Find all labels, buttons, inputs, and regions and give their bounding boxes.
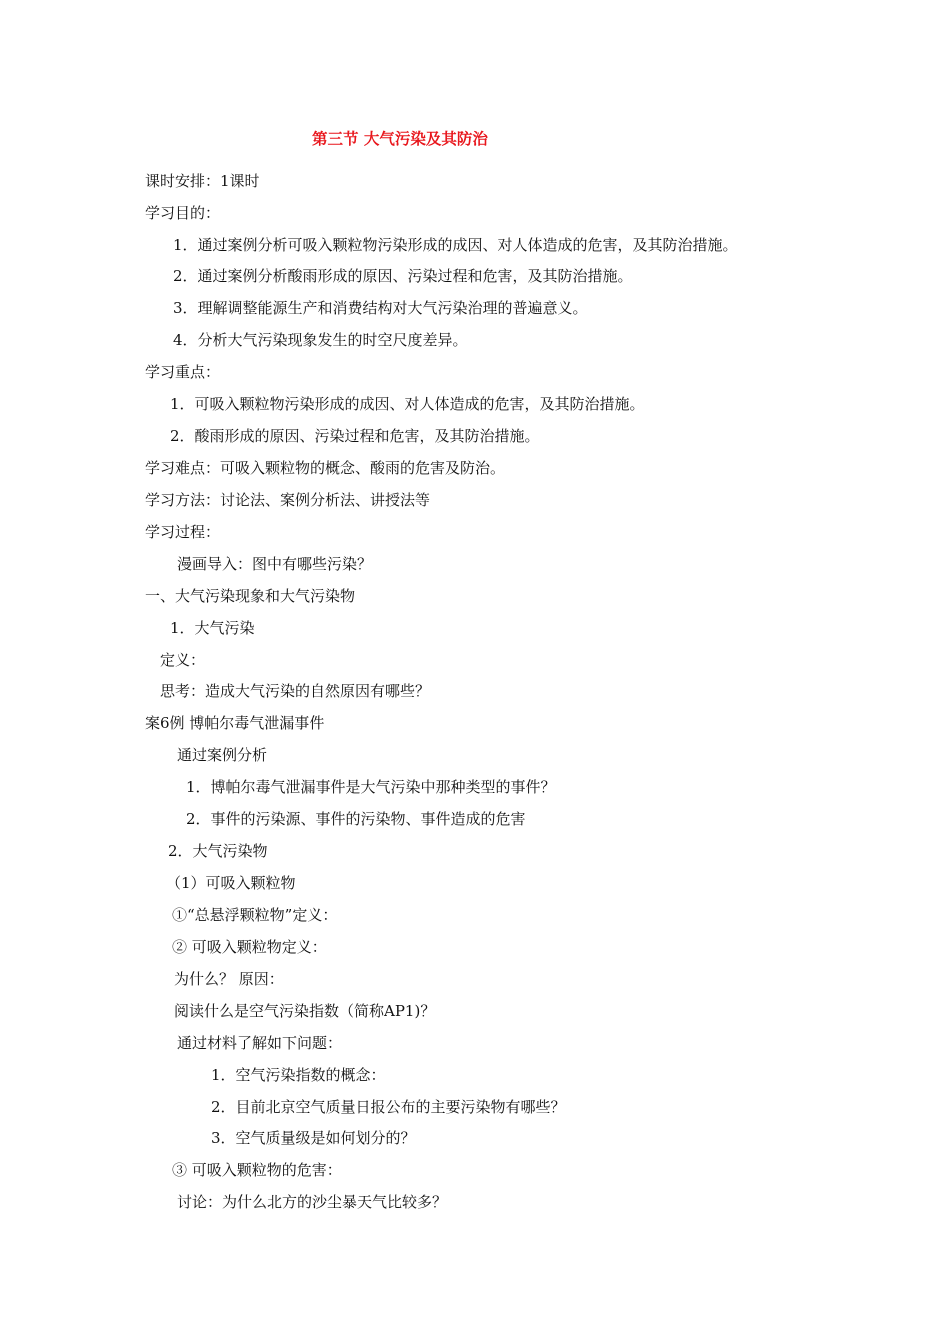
text-line: ①“总悬浮颗粒物”定义： [172,906,338,924]
text-line: 1．可吸入颗粒物污染形成的成因、对人体造成的危害，及其防治措施。 [170,395,645,413]
text-line: 学习重点： [145,363,221,381]
text-line: 1．博帕尔毒气泄漏事件是大气污染中那种类型的事件？ [186,778,556,796]
text-line: 3．空气质量级是如何划分的？ [211,1129,416,1147]
text-line: 定义： [160,651,206,669]
text-line: 4．分析大气污染现象发生的时空尺度差异。 [173,331,468,349]
text-line: 学习过程： [145,523,221,541]
text-line: 学习目的： [145,204,221,222]
text-line: 1．通过案例分析可吸入颗粒物污染形成的成因、对人体造成的危害，及其防治措施。 [173,236,738,254]
text-line: 漫画导入：图中有哪些污染？ [177,555,373,573]
text-line: 学习难点：可吸入颗粒物的概念、酸雨的危害及防治。 [145,459,506,477]
text-line: 2．大气污染物 [168,842,268,860]
text-line: 学习方法：讨论法、案例分析法、讲授法等 [145,491,431,509]
text-line: 讨论：为什么北方的沙尘暴天气比较多？ [177,1193,448,1211]
text-line: 2．通过案例分析酸雨形成的原因、污染过程和危害，及其防治措施。 [173,267,633,285]
text-line: 通过材料了解如下问题： [177,1034,343,1052]
text-line: ③ 可吸入颗粒物的危害： [172,1161,342,1179]
text-line: 1．空气污染指数的概念： [211,1066,386,1084]
text-line: 一、大气污染现象和大气污染物 [145,587,356,605]
text-line: 案6例 博帕尔毒气泄漏事件 [145,714,325,732]
text-line: 2．目前北京空气质量日报公布的主要污染物有哪些？ [211,1098,566,1116]
text-line: 阅读什么是空气污染指数（简称AP1)？ [174,1002,436,1020]
section-title: 第三节 大气污染及其防治 [312,130,488,148]
text-line: （1）可吸入颗粒物 [166,874,296,892]
text-line: 2．酸雨形成的原因、污染过程和危害，及其防治措施。 [170,427,540,445]
text-line: 为什么？ 原因： [174,970,284,988]
text-line: 通过案例分析 [177,746,268,764]
text-line: ② 可吸入颗粒物定义： [172,938,327,956]
text-line: 1．大气污染 [170,619,255,637]
text-line: 2．事件的污染源、事件的污染物、事件造成的危害 [186,810,526,828]
text-line: 3．理解调整能源生产和消费结构对大气污染治理的普遍意义。 [173,299,588,317]
text-line: 思考：造成大气污染的自然原因有哪些？ [160,682,431,700]
text-line: 课时安排：1课时 [145,172,260,190]
